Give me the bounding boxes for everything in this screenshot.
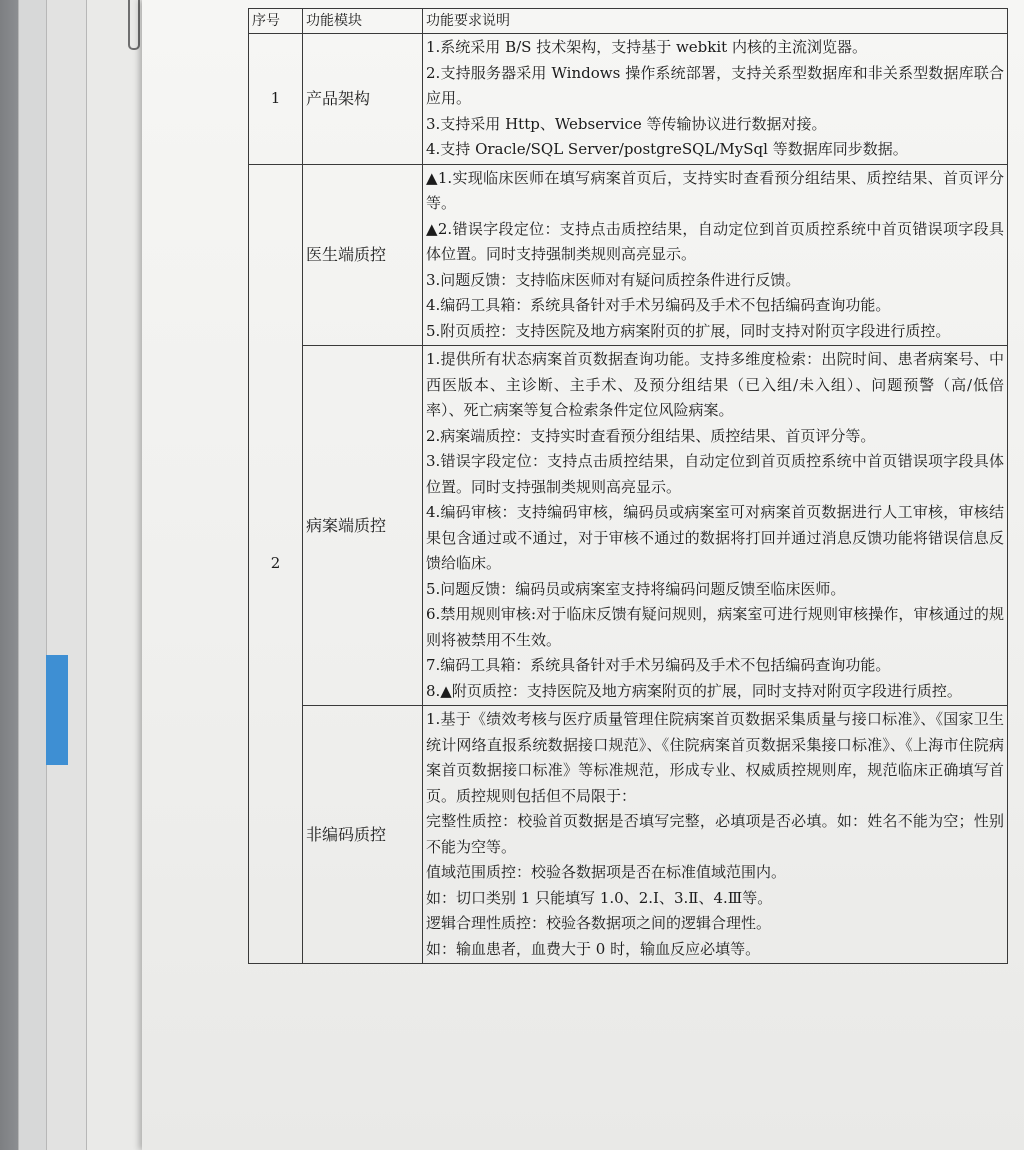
requirement-line: 4.支持 Oracle/SQL Server/postgreSQL/MySql 等数据库同步数据。 — [426, 140, 908, 158]
blue-index-tab — [46, 655, 68, 765]
requirement-line: ▲1.实现临床医师在填写病案首页后，支持实时查看预分组结果、质控结果、首页评分等。 — [426, 168, 1004, 212]
table-row — [249, 346, 1008, 706]
table-header-row — [249, 9, 1008, 34]
row-number: 2 — [249, 164, 303, 964]
header-desc: 功能要求说明 — [423, 9, 1008, 34]
header-module: 功能模块 — [303, 9, 423, 34]
requirement-line: ▲2.错误字段定位：支持点击质控结果，自动定位到首页质控系统中首页错误项字段具体位置。同时支持强制类规则高亮显示。 — [426, 219, 1004, 263]
requirement-description — [423, 34, 1008, 165]
requirement-line: 如：切口类别 1 只能填写 1.0、2.Ⅰ、3.Ⅱ、4.Ⅲ等。 — [426, 888, 773, 907]
requirements-table — [248, 8, 1008, 964]
row-number: 1 — [249, 34, 303, 165]
requirement-line: 逻辑合理性质控：校验各数据项之间的逻辑合理性。 — [426, 914, 772, 932]
requirement-line: 如：输血患者，血费大于 0 时，输血反应必填等。 — [426, 939, 761, 958]
requirement-line: 4.编码工具箱：系统具备针对手术另编码及手术不包括编码查询功能。 — [426, 296, 891, 314]
requirement-line: 完整性质控：校验首页数据是否填写完整，必填项是否必填。如：姓名不能为空；性别不能为空等。 — [426, 812, 1004, 856]
requirement-line: 5.附页质控：支持医院及地方病案附页的扩展，同时支持对附页字段进行质控。 — [426, 321, 951, 340]
requirement-line: 2.支持服务器采用 Windows 操作系统部署，支持关系型数据库和非关系型数据库联合应用。 — [426, 63, 1004, 107]
requirement-line: 1.提供所有状态病案首页数据查询功能。支持多维度检索：出院时间、患者病案号、中西医版本、主诊断、主手术、及预分组结果（已入组/未入组）、问题预警（高/低倍率）、死亡病案等复合检索条件定位风险病案。 — [426, 350, 1004, 419]
binder-clip-icon — [128, 0, 140, 50]
page-stack-edge — [86, 0, 147, 1150]
requirement-description — [423, 164, 1008, 346]
requirement-description — [423, 346, 1008, 706]
requirement-line: 3.支持采用 Http、Webservice 等传输协议进行数据对接。 — [426, 114, 827, 133]
requirement-line: 3.错误字段定位：支持点击质控结果，自动定位到首页质控系统中首页错误项字段具体位置。同时支持强制类规则高亮显示。 — [426, 452, 1004, 496]
module-name: 产品架构 — [303, 34, 423, 165]
requirement-line: 4.编码审核：支持编码审核，编码员或病案室可对病案首页数据进行人工审核，审核结果包含通过或不通过，对于审核不通过的数据将打回并通过消息反馈功能将错误信息反馈给临床。 — [426, 503, 1004, 572]
module-name: 非编码质控 — [303, 706, 423, 964]
header-no: 序号 — [249, 9, 303, 34]
requirement-line: 5.问题反馈：编码员或病案室支持将编码问题反馈至临床医师。 — [426, 579, 846, 598]
requirement-line: 3.问题反馈：支持临床医师对有疑问质控条件进行反馈。 — [426, 270, 801, 289]
requirement-line: 1.基于《绩效考核与医疗质量管理住院病案首页数据采集质量与接口标准》、《国家卫生统计网络直报系统数据接口规范》、《住院病案首页数据采集接口标准》、《上海市住院病案首页数据接口标准》等标准规范，形成专业、权威质控规则库，规范临床正确填写首页。质控规则包括但不局限于： — [426, 710, 1004, 805]
requirement-line: 6.禁用规则审核:对于临床反馈有疑问规则，病案室可进行规则审核操作，审核通过的规则将被禁用不生效。 — [426, 605, 1004, 649]
module-name: 病案端质控 — [303, 346, 423, 706]
requirement-line: 值域范围质控：校验各数据项是否在标准值域范围内。 — [426, 863, 787, 881]
requirement-line: 1.系统采用 B/S 技术架构，支持基于 webkit 内核的主流浏览器。 — [426, 38, 867, 56]
requirement-line: 7.编码工具箱：系统具备针对手术另编码及手术不包括编码查询功能。 — [426, 656, 891, 674]
requirement-line: 8.▲附页质控：支持医院及地方病案附页的扩展，同时支持对附页字段进行质控。 — [426, 681, 962, 700]
table-row — [249, 34, 1008, 165]
table-row — [249, 164, 1008, 346]
requirement-line: 2.病案端质控：支持实时查看预分组结果、质控结果、首页评分等。 — [426, 426, 876, 445]
table-row — [249, 706, 1008, 964]
module-name: 医生端质控 — [303, 164, 423, 346]
requirement-description — [423, 706, 1008, 964]
